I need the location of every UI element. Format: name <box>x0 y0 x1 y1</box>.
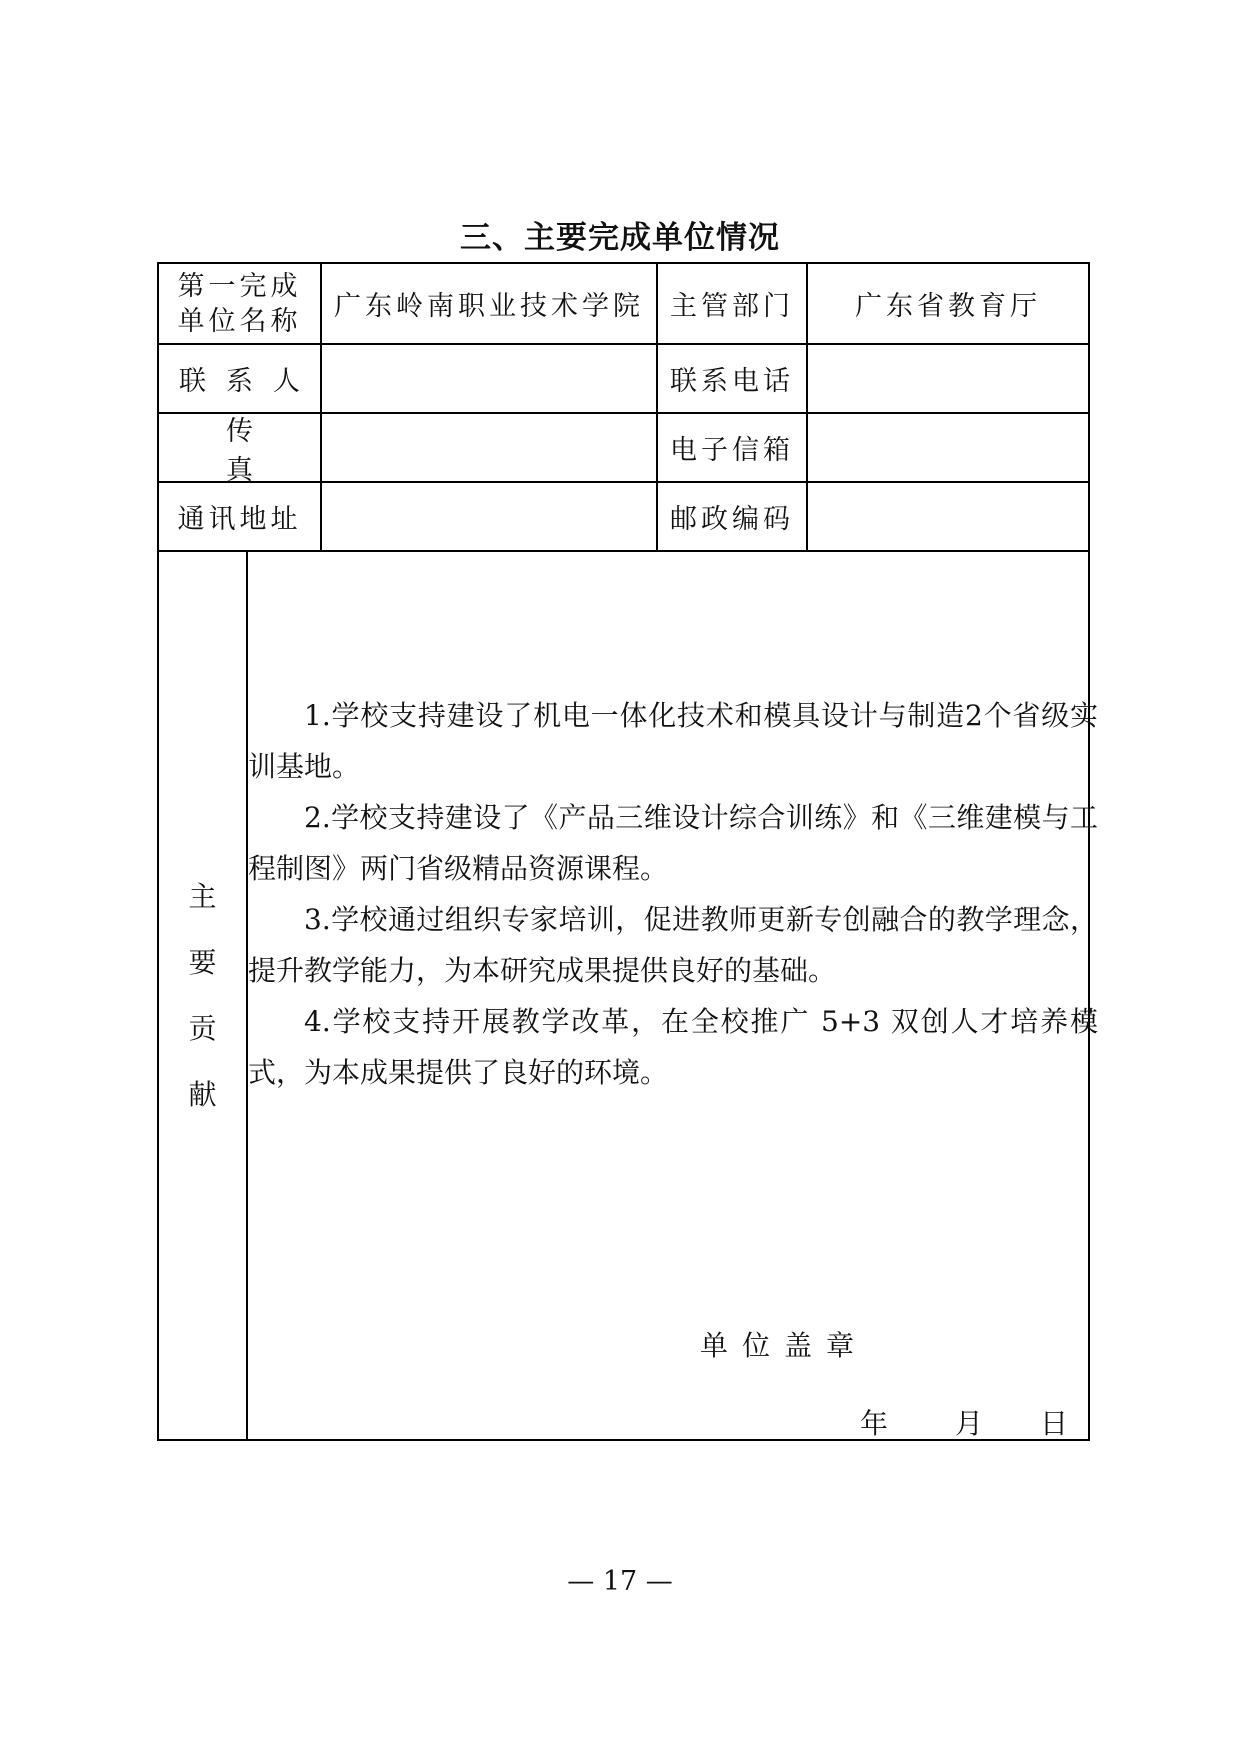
unit-name-label-line2: 单位名称 <box>177 305 302 337</box>
unit-seal-label: 单位盖章 <box>700 1329 869 1362</box>
date-day: 日 <box>1040 1407 1069 1440</box>
contribution-paragraph: 4.学校支持开展教学改革，在全校推广 5+3 双创人才培养模式，为本成果提供了良好的环境。 <box>248 1005 1098 1089</box>
contact-label: 联系人 <box>157 343 322 414</box>
dept-value: 广东省教育厅 <box>806 262 1090 345</box>
phone-label: 联系电话 <box>656 343 808 414</box>
contribution-label-char: 要 <box>188 945 217 979</box>
postcode-value <box>806 481 1090 552</box>
date-month: 月 <box>955 1407 984 1440</box>
email-value <box>806 412 1090 483</box>
address-value <box>320 481 658 552</box>
contribution-label <box>157 550 248 1441</box>
contribution-content <box>248 690 1098 1098</box>
contribution-paragraph: 1.学校支持建设了机电一体化技术和模具设计与制造2个省级实训基地。 <box>248 699 1098 783</box>
unit-name-label <box>157 262 322 345</box>
date-year: 年 <box>860 1407 889 1440</box>
contribution-label-char: 献 <box>188 1077 217 1111</box>
fax-label: 传真 <box>157 412 322 483</box>
section-title: 三、主要完成单位情况 <box>460 220 780 256</box>
dept-label: 主管部门 <box>656 262 808 345</box>
contribution-paragraph: 2.学校支持建设了《产品三维设计综合训练》和《三维建模与工程制图》两门省级精品资源课程。 <box>248 801 1098 885</box>
fax-value <box>320 412 658 483</box>
contribution-paragraph: 3.学校通过组织专家培训，促进教师更新专创融合的教学理念，提升教学能力，为本研究成果提供良好的基础。 <box>248 903 1098 987</box>
address-label: 通讯地址 <box>157 481 322 552</box>
contact-value <box>320 343 658 414</box>
email-label: 电子信箱 <box>656 412 808 483</box>
unit-name-value: 广东岭南职业技术学院 <box>320 262 658 345</box>
contribution-label-char: 主 <box>188 879 217 913</box>
date-line <box>860 1402 1068 1442</box>
unit-name-label-line1: 第一完成 <box>177 270 302 302</box>
page-number: — 17 — <box>567 1566 673 1597</box>
postcode-label: 邮政编码 <box>656 481 808 552</box>
contribution-label-char: 贡 <box>188 1011 217 1045</box>
phone-value <box>806 343 1090 414</box>
